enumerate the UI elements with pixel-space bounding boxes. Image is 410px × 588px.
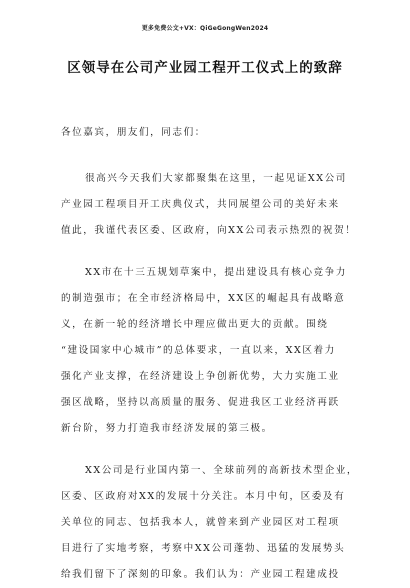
paragraph-2 <box>61 260 361 442</box>
paragraph-line: XX市在十三五规划草案中，提出建设具有核心竞争力 <box>85 267 347 278</box>
document-title: 区领导在公司产业园工程开工仪式上的致辞 <box>67 60 343 76</box>
paragraph-line: “建设国家中心城市”的总体要求，一直以来，XX区着力 <box>61 345 336 356</box>
paragraph-line: 关单位的同志、包括我本人，就曾来到产业园区对工程项 <box>61 517 340 528</box>
paragraph-line: 区委、区政府对XX的发展十分关注。本月中旬，区委及有 <box>61 491 346 502</box>
paragraph-1 <box>61 166 361 244</box>
paragraph-3 <box>61 458 361 588</box>
paragraph-line: 的制造强市；在全市经济格局中，XX区的崛起具有战略意 <box>61 293 346 304</box>
header-note: 更多免费公文+VX：QiGeGongWen2024 <box>141 25 269 32</box>
document-body <box>61 120 361 588</box>
paragraph-line: 产业园工程项目开工庆典仪式，共同展望公司的美好未来 <box>61 199 340 210</box>
paragraph-line: 强化产业支撑，在经济建设上争创新优势，大力实施工业 <box>61 371 340 382</box>
paragraph-line: 义，在新一轮的经济增长中理应做出更大的贡献。围绕 <box>61 319 329 330</box>
paragraph-line: 目进行了实地考察，考察中XX公司蓬勃、迅猛的发展势头 <box>61 543 346 554</box>
greeting: 各位嘉宾，朋友们，同志们： <box>61 127 206 138</box>
paragraph-line: 值此，我谨代表区委、区政府，向XX公司表示热烈的祝贺！ <box>61 225 357 236</box>
paragraph-line: 强区战略，坚持以高质量的服务、促进我区工业经济再跃 <box>61 397 340 408</box>
paragraph-line: XX公司是行业国内第一、全球前列的高新技术型企业， <box>85 465 359 476</box>
paragraph-line: 很高兴今天我们大家都聚集在这里，一起见证XX公司 <box>85 173 347 184</box>
paragraph-line: 新台阶，努力打造我市经济发展的第三极。 <box>61 423 273 434</box>
paragraph-line: 给我们留下了深刻的印象。我们认为：产业园工程建成投 <box>61 569 340 580</box>
